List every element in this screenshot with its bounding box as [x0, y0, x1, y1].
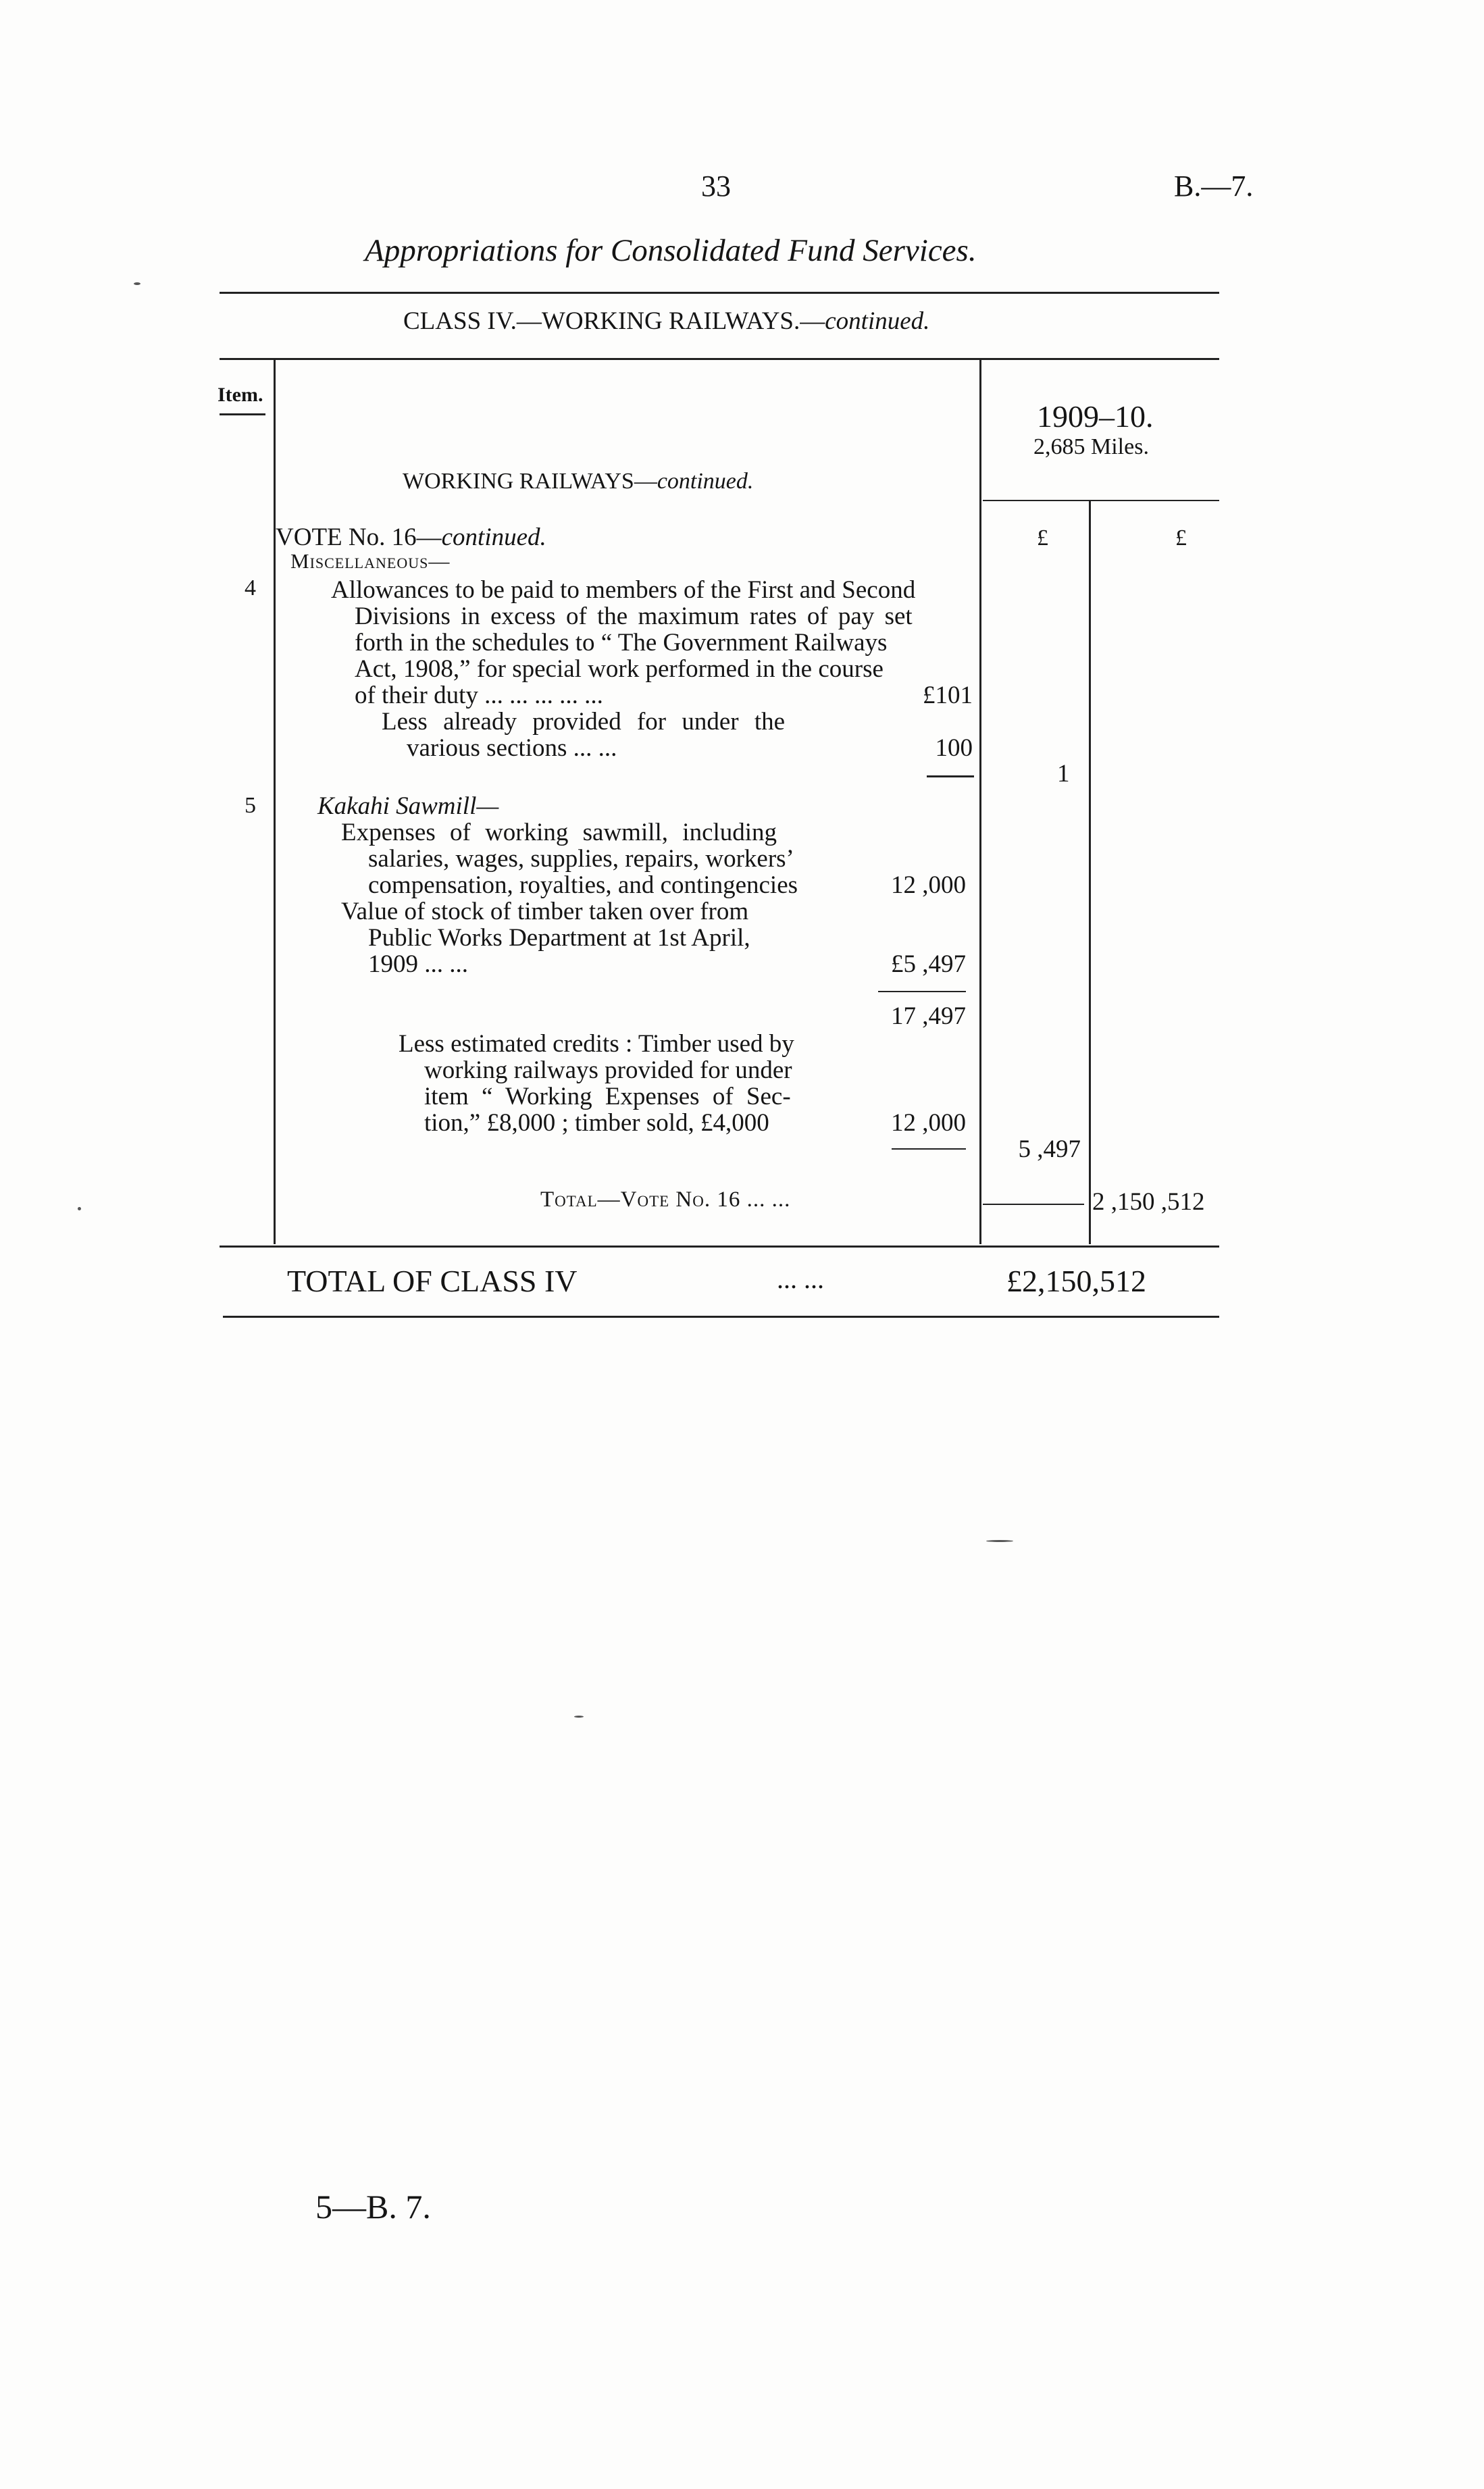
item4-line: forth in the schedules to “ The Government Railways — [355, 629, 888, 657]
item5-credit-line: Less estimated credits : Timber used by — [399, 1030, 794, 1058]
year-header: 1909–10. — [1037, 399, 1154, 434]
vote-heading — [276, 523, 546, 552]
item5-credit-line: tion,” £8,000 ; timber sold, £4,000 — [424, 1109, 769, 1137]
item-number-4: 4 — [245, 575, 256, 600]
scan-speck — [986, 1540, 1013, 1542]
item5-subtotal: 17 ,497 — [891, 1002, 966, 1030]
item5-heading: Kakahi Sawmill— — [317, 792, 499, 820]
description-column-divider — [979, 359, 981, 1244]
section-heading-continued: continued. — [657, 469, 754, 494]
column-header-rule — [220, 358, 1219, 360]
scan-speck — [574, 1716, 584, 1718]
class-total-dots: ... ... — [777, 1264, 824, 1294]
vote-heading-continued: continued. — [441, 523, 546, 551]
miles-header: 2,685 Miles. — [1033, 434, 1149, 459]
year-header-rule — [983, 500, 1219, 501]
amount-column-divider — [1089, 501, 1091, 1244]
item4-less-line: Less already provided for under the — [382, 708, 786, 736]
item5-credit-amount: 12 ,000 — [891, 1109, 966, 1137]
class-heading-continued: continued. — [825, 307, 930, 335]
top-rule — [220, 292, 1219, 294]
item5-stock-underline — [878, 991, 966, 992]
item5-expense-amount: 12 ,000 — [891, 871, 966, 899]
item4-net: 1 — [1057, 760, 1070, 788]
class-heading — [403, 307, 929, 336]
item5-expense-line: Expenses of working sawmill, including — [341, 819, 777, 846]
vote-total-label: Total—Vote No. 16 ... ... — [540, 1187, 791, 1212]
signature-mark: 5—B. 7. — [315, 2188, 431, 2226]
scan-speck — [78, 1207, 81, 1210]
class-total-bottom-rule — [223, 1316, 1219, 1318]
class-total-amount: £2,150,512 — [1006, 1264, 1146, 1298]
item5-stock-amount: £5 ,497 — [891, 950, 966, 978]
item5-net: 5 ,497 — [1018, 1135, 1081, 1163]
item5-stock-line: Value of stock of timber taken over from — [341, 898, 749, 925]
section-heading — [403, 469, 753, 494]
page-title: Appropriations for Consolidated Fund Services. — [365, 233, 977, 268]
vote-total-amount: 2 ,150 ,512 — [1092, 1188, 1205, 1216]
item4-line: Divisions in excess of the maximum rates of pay set — [355, 602, 913, 630]
pound-sign-col1: £ — [1037, 525, 1048, 550]
document-reference: B.—7. — [1174, 170, 1254, 203]
scan-speck — [134, 282, 140, 285]
item4-less-amount: 100 — [935, 734, 973, 762]
class-total-top-rule — [220, 1246, 1219, 1248]
item5-stock-line: 1909 ... ... — [368, 950, 468, 978]
item4-underline — [927, 775, 974, 777]
item-column-header: Item. — [218, 384, 263, 406]
item-column-divider — [274, 359, 276, 1244]
item5-credit-underline — [892, 1148, 966, 1150]
item5-credit-line: item “ Working Expenses of Sec- — [424, 1083, 791, 1110]
section-heading-main: WORKING RAILWAYS— — [403, 469, 657, 494]
item4-line: Act, 1908,” for special work performed in the course — [355, 655, 884, 683]
item4-less-line: various sections ... ... — [407, 734, 617, 762]
item-number-5: 5 — [245, 793, 256, 818]
item-header-underline — [220, 413, 265, 415]
page-number: 33 — [701, 170, 731, 203]
item4-line: of their duty ... ... ... ... ... — [355, 682, 603, 709]
item5-expense-line: compensation, royalties, and contingencies — [368, 871, 798, 899]
vote-heading-main: VOTE No. 16— — [276, 523, 442, 551]
item4-line: Allowances to be paid to members of the First and Second — [331, 576, 916, 604]
item4-amount: £101 — [923, 682, 973, 709]
item5-credit-line: working railways provided for under — [424, 1056, 792, 1084]
class-total-label: TOTAL OF CLASS IV — [287, 1264, 578, 1298]
item5-expense-line: salaries, wages, supplies, repairs, workers’ — [368, 845, 794, 873]
vote-total-rule — [983, 1204, 1084, 1205]
miscellaneous-heading: Miscellaneous— — [290, 549, 451, 573]
pound-sign-col2: £ — [1175, 525, 1187, 550]
class-heading-main: CLASS IV.—WORKING RAILWAYS.— — [403, 307, 825, 335]
item5-stock-line: Public Works Department at 1st April, — [368, 924, 750, 952]
